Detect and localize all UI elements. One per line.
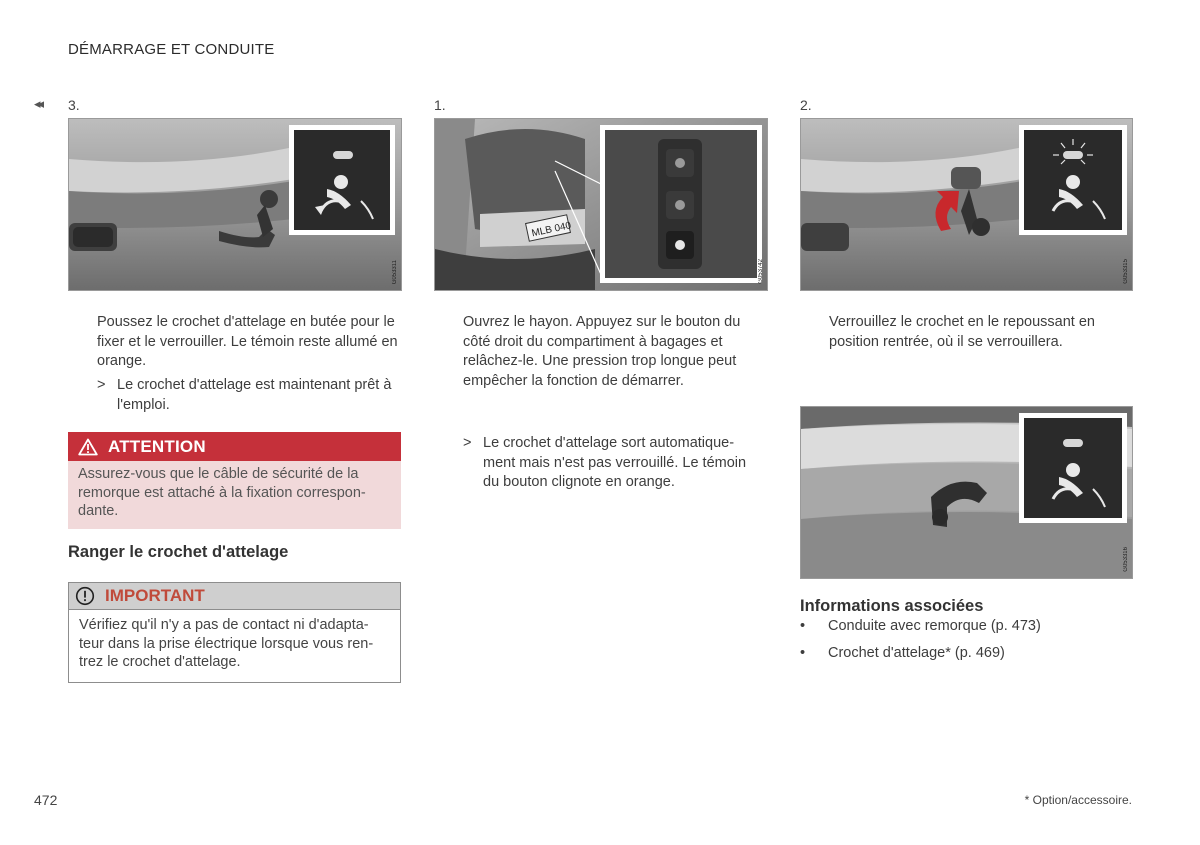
- previous-page-arrow-icon[interactable]: ◂◂: [34, 96, 42, 111]
- result-marker: >: [463, 435, 472, 451]
- important-callout: [68, 582, 401, 683]
- section-subheading: Ranger le crochet d'attelage: [68, 543, 289, 561]
- important-header: [69, 583, 400, 610]
- important-label: IMPORTANT: [105, 586, 205, 605]
- result-text: Le crochet d'attelage est maintenant prêt à l'emploi.: [117, 377, 392, 413]
- towbar-retract-illustration: [800, 118, 1133, 291]
- footnote: * Option/accessoire.: [1024, 793, 1132, 807]
- related-link[interactable]: [800, 645, 1005, 661]
- result-marker: >: [97, 377, 106, 393]
- exclamation-circle-icon: [75, 586, 95, 606]
- towbar-locking-illustration: [68, 118, 402, 291]
- page-number: 472: [34, 792, 58, 808]
- warning-triangle-icon: [78, 438, 98, 456]
- result-text: Le crochet d'attelage sort automatique-ment mais n'est pas verrouillé. Le témoin du bouton clignote en orange.: [483, 435, 747, 490]
- image-code: G053742: [758, 259, 764, 284]
- related-link-text[interactable]: Crochet d'attelage* (p. 469): [828, 645, 1005, 661]
- related-link[interactable]: [800, 618, 1041, 634]
- trunk-button-illustration: [434, 118, 768, 291]
- attention-label: ATTENTION: [108, 436, 206, 456]
- attention-header: [68, 432, 401, 461]
- step-number: 1.: [434, 97, 446, 113]
- license-plate-text: MLB 040: [530, 220, 573, 240]
- bullet: •: [800, 645, 806, 661]
- section-title: DÉMARRAGE ET CONDUITE: [68, 41, 275, 58]
- step-result: [97, 376, 402, 415]
- step-number: 3.: [68, 97, 80, 113]
- bullet: •: [800, 618, 806, 634]
- step-instruction: Verrouillez le crochet en le repoussant en position rentrée, où il se verrouillera.: [829, 314, 1095, 350]
- step-result: [463, 434, 763, 493]
- image-code: G053311: [392, 259, 398, 284]
- important-text: Vérifiez qu'il n'y a pas de contact ni d'adapta-teur dans la prise électrique lorsque vous ren-trez le crochet d'attelage.: [69, 610, 400, 682]
- step-instruction: Poussez le crochet d'attelage en butée pour le fixer et le verrouiller. Le témoin reste allumé en orange.: [97, 314, 398, 369]
- towbar-retracted-illustration: [800, 406, 1133, 579]
- image-code: G053315: [1123, 259, 1129, 284]
- related-info-heading: Informations associées: [800, 597, 984, 615]
- step-instruction: Ouvrez le hayon. Appuyez sur le bouton du côté droit du compartiment à bagages et relâchez-le. Une pression trop longue peut empêcher la fonction de démarrer.: [463, 314, 741, 389]
- step-number: 2.: [800, 97, 812, 113]
- attention-text: Assurez-vous que le câble de sécurité de la remorque est attaché à la fixation correspon-dante.: [68, 461, 401, 529]
- attention-callout: [68, 432, 401, 529]
- image-code: G053316: [1123, 547, 1129, 572]
- related-link-text[interactable]: Conduite avec remorque (p. 473): [828, 618, 1041, 634]
